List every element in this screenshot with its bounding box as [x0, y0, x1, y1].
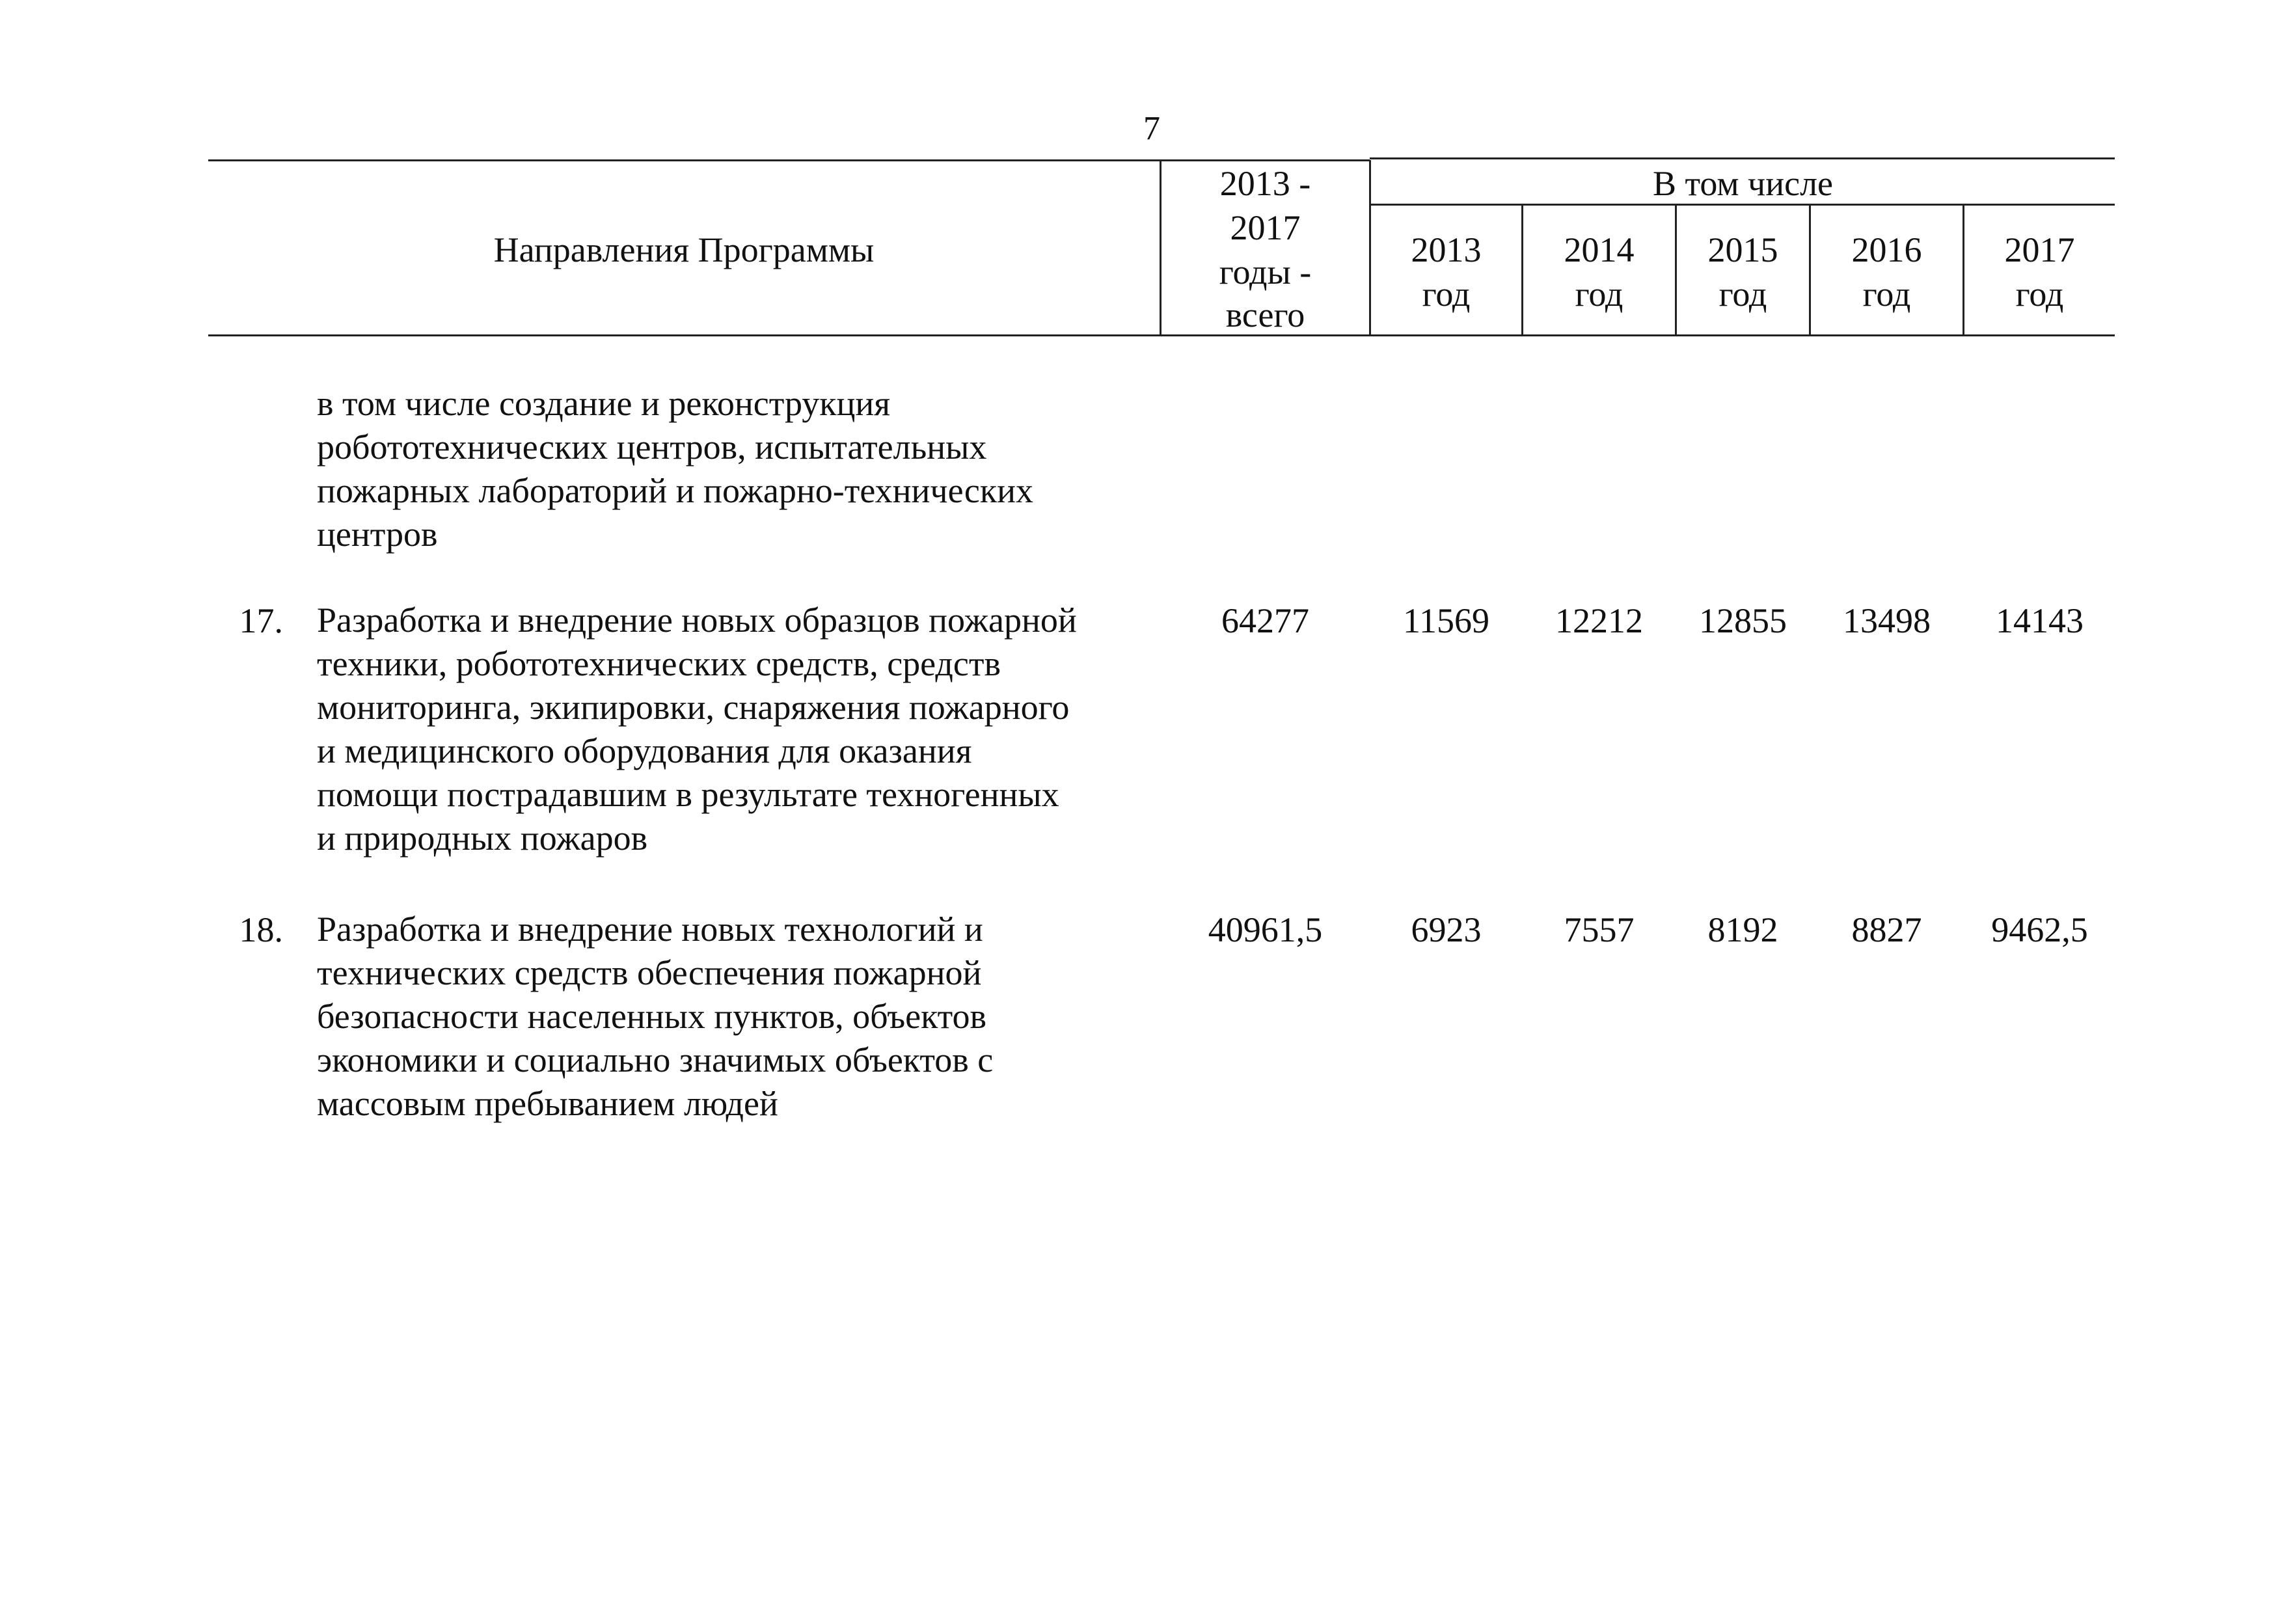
header-unit-2017: год	[2015, 275, 2064, 314]
row-number: 18.	[239, 910, 283, 949]
continuation-text	[317, 382, 1156, 556]
row-description-line: и медицинского оборудования для оказания	[317, 731, 972, 770]
row-description-line: и природных пожаров	[317, 819, 648, 858]
row-value-2014: 12212	[1555, 601, 1643, 640]
page-number: 7	[1143, 110, 1160, 147]
row-total: 40961,5	[1208, 910, 1323, 949]
row-description-line: помощи пострадавшим в результате техногенных	[317, 775, 1059, 814]
header-unit-2015: год	[1718, 275, 1767, 314]
row-description-line: безопасности населенных пунктов, объектов	[317, 997, 987, 1036]
row-value-2016: 8827	[1851, 910, 1922, 949]
row-description-line: экономики и социально значимых объектов с	[317, 1040, 994, 1079]
row-description-line: техники, робототехнических средств, средств	[317, 644, 1001, 683]
row-description-line: мониторинга, экипировки, снаряжения пожарного	[317, 688, 1070, 727]
header-year-2015: 2015	[1707, 230, 1778, 269]
row-description-line: Разработка и внедрение новых технологий и	[317, 910, 983, 949]
row-number: 17.	[239, 601, 283, 640]
row-description-line: технических средств обеспечения пожарной	[317, 953, 982, 992]
row-total: 64277	[1221, 601, 1309, 640]
header-unit-2014: год	[1575, 275, 1623, 314]
row-value-2013: 6923	[1411, 910, 1482, 949]
header-year-2014: 2014	[1564, 230, 1635, 269]
row-value-2014: 7557	[1564, 910, 1635, 949]
row-description	[317, 599, 1156, 860]
header-year-2017: 2017	[2004, 230, 2075, 269]
continuation-line: робототехнических центров, испытательных	[317, 427, 987, 467]
header-direction: Направления Программы	[493, 230, 875, 269]
continuation-line: центров	[317, 515, 438, 554]
header-total-line-4: всего	[1225, 295, 1305, 334]
continuation-line: в том числе создание и реконструкция	[317, 384, 891, 423]
header-total-line-3: годы -	[1219, 252, 1312, 291]
header-group: В том числе	[1653, 164, 1833, 203]
header-year-2013: 2013	[1411, 230, 1482, 269]
header-unit-2013: год	[1422, 275, 1471, 314]
continuation-line: пожарных лабораторий и пожарно-технических	[317, 471, 1033, 510]
row-description	[317, 908, 1156, 1126]
row-value-2015: 12855	[1699, 601, 1787, 640]
row-value-2017: 14143	[1996, 601, 2084, 640]
header-unit-2016: год	[1862, 275, 1911, 314]
row-value-2013: 11569	[1403, 601, 1489, 640]
header-year-2016: 2016	[1851, 230, 1922, 269]
header-total-line-2: 2017	[1230, 208, 1301, 247]
header-total-line-1: 2013 -	[1219, 164, 1311, 203]
row-description-line: Разработка и внедрение новых образцов пожарной	[317, 601, 1077, 640]
row-value-2017: 9462,5	[1991, 910, 2088, 949]
header-top-rule-right	[1370, 157, 2115, 159]
row-value-2015: 8192	[1707, 910, 1778, 949]
row-description-line: массовым пребыванием людей	[317, 1084, 778, 1123]
row-value-2016: 13498	[1843, 601, 1931, 640]
